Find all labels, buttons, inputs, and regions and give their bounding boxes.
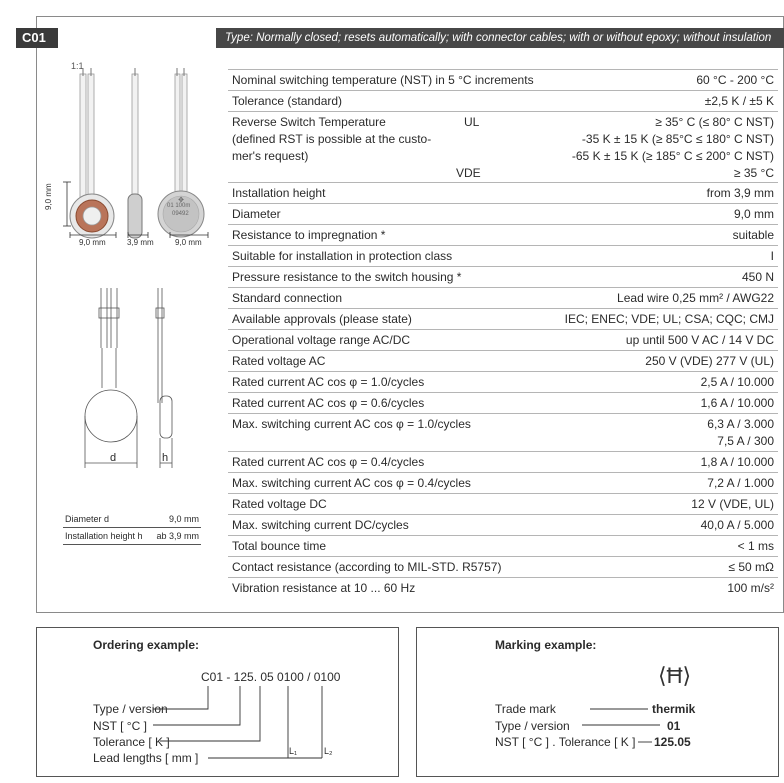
spec-label: Rated current AC cos φ = 0.6/cycles	[228, 393, 551, 414]
spec-row	[228, 494, 778, 515]
spec-value: < 1 ms	[551, 536, 778, 557]
spec-value: ±2,5 K / ±5 K	[551, 91, 778, 112]
spec-label: Pressure resistance to the switch housing *	[228, 267, 551, 288]
rst-tag-vde: VDE	[456, 166, 481, 180]
ordering-leader-lines	[150, 686, 350, 766]
spec-row	[228, 473, 778, 494]
dim-width-front-label: 9,0 mm	[79, 238, 106, 247]
marking-type-label: Type / version	[495, 719, 570, 733]
ordering-label-lead: Lead lengths [ mm ]	[93, 751, 199, 765]
type-description: Type: Normally closed; resets automatically; with connector cables; with or without epoxy; without insulation	[216, 28, 784, 48]
dimension-value: 9,0 mm	[151, 511, 201, 528]
spec-label: Installation height	[228, 183, 551, 204]
spec-label: Vibration resistance at 10 ... 60 Hz	[232, 581, 416, 595]
svg-text:✥: ✥	[178, 196, 184, 204]
spec-value: 250 V (VDE) 277 V (UL)	[551, 351, 778, 372]
spec-row	[228, 225, 778, 246]
dim-height-label: 9,0 mm	[44, 183, 53, 210]
ordering-l1: L₁	[289, 746, 298, 756]
marking-trademark-value: thermik	[652, 702, 696, 716]
dim-width-back-label: 9,0 mm	[175, 238, 202, 247]
label-h: h	[162, 452, 169, 464]
spec-label: Contact resistance (according to MIL-STD. R5757)	[228, 557, 551, 578]
label-d: d	[110, 452, 117, 464]
dim-width-side-label: 3,9 mm	[127, 238, 154, 247]
dimension-row	[63, 511, 201, 528]
spec-row	[228, 578, 778, 599]
spec-row	[228, 91, 778, 112]
spec-value: 2,5 A / 10.000	[551, 372, 778, 393]
spec-row	[228, 246, 778, 267]
ordering-l2: L₂	[324, 746, 333, 756]
part-marking-line1: 01 100m	[167, 203, 191, 209]
marking-nst-value: 125.05	[654, 735, 691, 749]
spec-label: Operational voltage range AC/DC	[228, 330, 551, 351]
spec-label: Resistance to impregnation *	[228, 225, 551, 246]
spec-value: 60 °C - 200 °C	[551, 70, 778, 91]
spec-row	[228, 267, 778, 288]
spec-label: Diameter	[228, 204, 551, 225]
ordering-code: C01 - 125. 05 0100 / 0100	[201, 670, 341, 684]
spec-value: ≤ 50 mΩ	[551, 557, 778, 578]
spec-value: 450 N	[551, 267, 778, 288]
spec-row	[228, 452, 778, 473]
ordering-label-type: Type / version	[93, 702, 168, 716]
spec-value: 12 V (VDE, UL)	[551, 494, 778, 515]
spec-value: IEC; ENEC; VDE; UL; CSA; CQC; CMJ	[551, 309, 778, 330]
spec-label: Rated current AC cos φ = 1.0/cycles	[228, 372, 551, 393]
dimension-value: ab 3,9 mm	[151, 528, 201, 545]
rst-label-1: Reverse Switch Temperature	[232, 115, 386, 129]
marking-leader-lines	[560, 700, 660, 750]
rst-value-3: -65 K ± 15 K (≥ 185° C ≤ 200° C NST)	[571, 149, 774, 163]
spec-row	[228, 372, 778, 393]
ordering-label-nst: NST [ °C ]	[93, 719, 147, 733]
spec-row	[228, 351, 778, 372]
spec-value: I	[551, 246, 778, 267]
thermik-logo-icon: ⟨Ħ⟩	[658, 663, 692, 688]
rst-value-1: ≥ 35° C (≤ 80° C NST)	[655, 115, 774, 129]
rst-label-2: (defined RST is possible at the custo-	[232, 132, 432, 146]
spec-value: 40,0 A / 5.000	[551, 515, 778, 536]
spec-row	[228, 204, 778, 225]
spec-row-max-switch	[228, 414, 778, 452]
scale-label: 1:1	[71, 61, 84, 71]
spec-value: up until 500 V AC / 14 V DC	[551, 330, 778, 351]
spec-value: 1,6 A / 10.000	[551, 393, 778, 414]
spec-label: Max. switching current AC cos φ = 0.4/cycles	[228, 473, 551, 494]
spec-row	[228, 309, 778, 330]
spec-row	[228, 70, 778, 91]
dimension-table	[63, 511, 201, 545]
marking-trademark-label: Trade mark	[495, 702, 556, 716]
technical-drawing	[80, 288, 210, 478]
spec-row	[228, 515, 778, 536]
spec-label: Max. switching current DC/cycles	[228, 515, 551, 536]
spec-label: Nominal switching temperature (NST) in 5 °C increments	[228, 70, 551, 91]
spec-label: Standard connection	[228, 288, 551, 309]
spec-row	[228, 557, 778, 578]
spec-label: Rated voltage DC	[228, 494, 551, 515]
spec-label: Rated voltage AC	[228, 351, 551, 372]
spec-value: 7,2 A / 1.000	[551, 473, 778, 494]
marking-title: Marking example:	[495, 638, 597, 652]
spec-row	[228, 183, 778, 204]
specs-table	[228, 69, 778, 599]
spec-value: 1,8 A / 10.000	[551, 452, 778, 473]
product-code: C01	[16, 28, 58, 48]
spec-label: Total bounce time	[228, 536, 551, 557]
spec-label: Suitable for installation in protection class	[228, 246, 551, 267]
spec-row	[228, 393, 778, 414]
spec-row	[228, 330, 778, 351]
spec-value: 7,5 A / 300	[717, 434, 774, 448]
spec-label: Available approvals (please state)	[228, 309, 551, 330]
spec-value: 6,3 A / 3.000	[707, 417, 774, 431]
spec-value: from 3,9 mm	[551, 183, 778, 204]
spec-value: 100 m/s²	[727, 581, 774, 595]
rst-tag-ul: UL	[464, 115, 480, 129]
spec-row	[228, 536, 778, 557]
dimension-label: Diameter d	[63, 511, 151, 528]
ordering-label-tolerance: Tolerance [ K ]	[93, 735, 170, 749]
dimension-label: Installation height h	[63, 528, 151, 545]
spec-row-rst	[228, 112, 778, 183]
marking-type-value: 01	[667, 719, 681, 733]
spec-label: Max. switching current AC cos φ = 1.0/cycles	[228, 414, 551, 452]
rst-value-4: ≥ 35 °C	[733, 166, 774, 180]
spec-label: Rated current AC cos φ = 0.4/cycles	[228, 452, 551, 473]
marking-nst-label: NST [ °C ] . Tolerance [ K ]	[495, 735, 636, 749]
spec-label: Tolerance (standard)	[228, 91, 551, 112]
spec-row	[228, 288, 778, 309]
spec-value: suitable	[551, 225, 778, 246]
ordering-title: Ordering example:	[93, 638, 200, 652]
part-marking-line2: 09492	[172, 211, 189, 217]
rst-value-2: -35 K ± 15 K (≥ 85°C ≤ 180° C NST)	[581, 132, 774, 146]
spec-value: 9,0 mm	[551, 204, 778, 225]
dimension-row	[63, 528, 201, 545]
spec-value: Lead wire 0,25 mm² / AWG22	[551, 288, 778, 309]
rst-label-3: mer's request)	[232, 149, 309, 163]
